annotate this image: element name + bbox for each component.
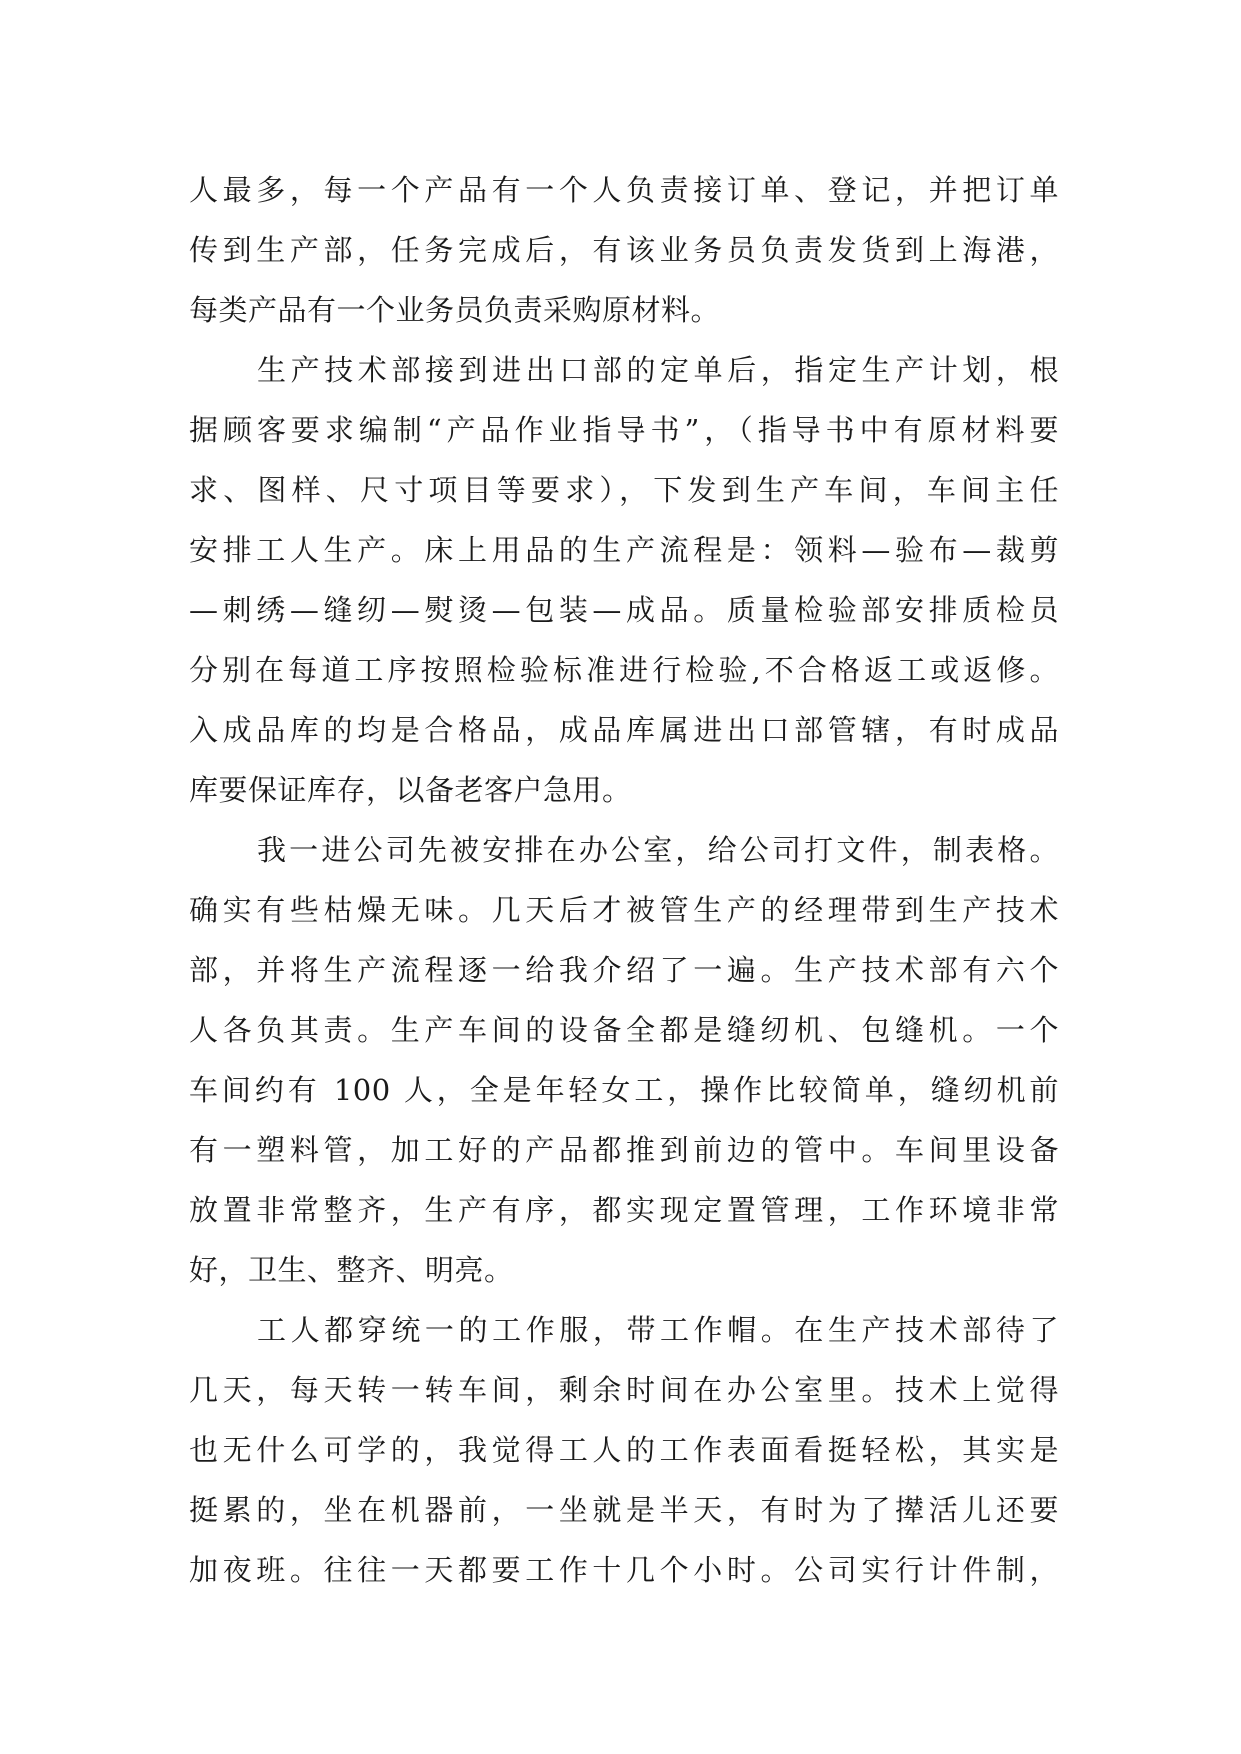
text-line: 车间约有 100 人，全是年轻女工，操作比较简单，缝纫机前 — [189, 1073, 1059, 1107]
text-line: 部，并将生产流程逐一给我介绍了一遍。生产技术部有六个 — [189, 953, 1059, 987]
paragraph-2 — [189, 340, 1059, 820]
text-line: 加夜班。往往一天都要工作十几个小时。公司实行计件制， — [189, 1553, 1059, 1587]
body-text — [189, 160, 1059, 1600]
text-line: 分别在每道工序按照检验标准进行检验,不合格返工或返修。 — [189, 653, 1059, 687]
text-line: 库要保证库存，以备老客户急用。 — [189, 773, 632, 807]
text-line: 生产技术部接到进出口部的定单后，指定生产计划，根 — [257, 353, 1059, 387]
text-line: 好，卫生、整齐、明亮。 — [189, 1253, 514, 1287]
paragraph-1 — [189, 160, 1059, 340]
text-line: 有一塑料管，加工好的产品都推到前边的管中。车间里设备 — [189, 1133, 1059, 1167]
text-line: 放置非常整齐，生产有序，都实现定置管理，工作环境非常 — [189, 1193, 1059, 1227]
text-line: 每类产品有一个业务员负责采购原材料。 — [189, 293, 721, 327]
text-line: 确实有些枯燥无味。几天后才被管生产的经理带到生产技术 — [189, 893, 1059, 927]
paragraph-3 — [189, 820, 1059, 1300]
text-line: 入成品库的均是合格品，成品库属进出口部管辖，有时成品 — [189, 713, 1059, 747]
text-line: 挺累的，坐在机器前，一坐就是半天，有时为了撵活儿还要 — [189, 1493, 1059, 1527]
text-line: 据顾客要求编制“产品作业指导书”，（指导书中有原材料要 — [189, 413, 1059, 447]
text-line: 安排工人生产。床上用品的生产流程是：领料—验布—裁剪 — [189, 533, 1059, 567]
paragraph-4 — [189, 1300, 1059, 1600]
text-line: 人最多，每一个产品有一个人负责接订单、登记，并把订单 — [189, 173, 1059, 207]
text-line: 求、图样、尺寸项目等要求），下发到生产车间，车间主任 — [189, 473, 1059, 507]
text-line: 人各负其责。生产车间的设备全都是缝纫机、包缝机。一个 — [189, 1013, 1059, 1047]
text-line: —刺绣—缝纫—熨烫—包装—成品。质量检验部安排质检员 — [189, 593, 1059, 627]
text-line: 传到生产部，任务完成后，有该业务员负责发货到上海港， — [189, 233, 1059, 267]
text-line: 我一进公司先被安排在办公室，给公司打文件，制表格。 — [257, 833, 1059, 867]
text-line: 几天，每天转一转车间，剩余时间在办公室里。技术上觉得 — [189, 1373, 1059, 1407]
text-line: 工人都穿统一的工作服，带工作帽。在生产技术部待了 — [257, 1313, 1059, 1347]
text-line: 也无什么可学的，我觉得工人的工作表面看挺轻松，其实是 — [189, 1433, 1059, 1467]
